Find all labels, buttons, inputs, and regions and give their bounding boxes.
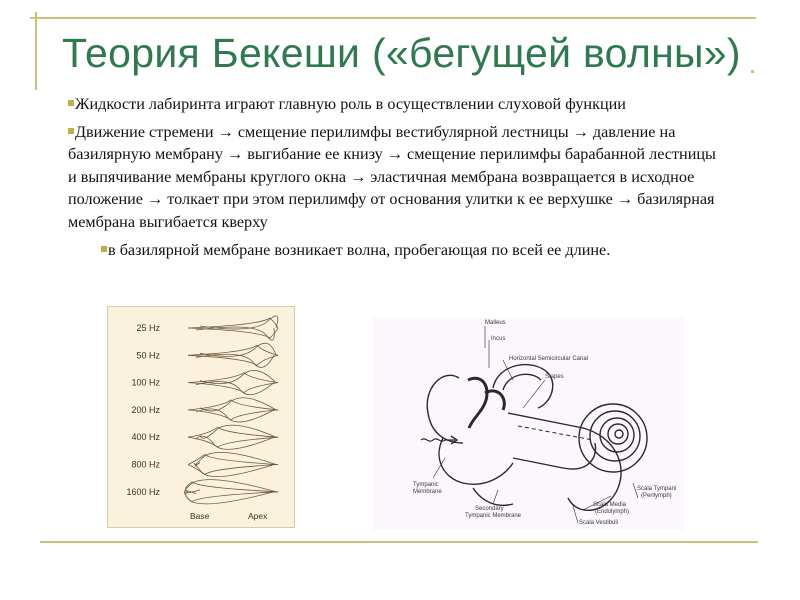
scala-media-label-1: Scala Media [593, 502, 627, 508]
apex-label: Apex [248, 511, 268, 521]
wave-envelope [188, 437, 278, 447]
bullet-list [68, 93, 718, 266]
secondary-membrane-label-2: Tympanic Membrane [465, 513, 522, 519]
wave-envelope [188, 455, 278, 465]
frequency-label: 50 Hz [136, 350, 160, 361]
frequency-label: 200 Hz [131, 404, 160, 415]
traveling-wave-figure [107, 306, 295, 528]
incus-label: Incus [491, 336, 506, 342]
wave-envelope [196, 382, 274, 395]
bullet-text: Жидкости лабиринта играют главную роль в осуществлении слуховой функции [75, 95, 626, 113]
bullet-text: в базилярной мембране возникает волна, пробегающая по всей ее длине. [108, 240, 611, 259]
ear-anatomy-diagram [373, 318, 684, 530]
wave-envelope [186, 492, 278, 502]
base-label: Base [190, 511, 210, 521]
tympanic-membrane-label-2: Membrane [413, 489, 442, 495]
wave-envelope [200, 343, 276, 356]
frame-left-line [35, 12, 37, 90]
scala-media-label-2: (Endolymph) [595, 509, 630, 515]
scala-tympani-label-1: Scala Tympani [637, 486, 677, 492]
frequency-label: 1600 Hz [126, 486, 160, 497]
frequency-label: 400 Hz [131, 432, 160, 443]
stapes-label: Stapes [545, 374, 564, 380]
tympanic-membrane-label-1: Tympanic [413, 482, 439, 488]
bullet-item [101, 239, 718, 262]
malleus-label: Malleus [485, 320, 506, 326]
scala-tympani-label-2: (Perilymph) [641, 493, 672, 499]
bullet-marker [101, 246, 107, 252]
slide-title: Теория Бекеши («бегущей волны») [62, 30, 741, 76]
secondary-membrane-label-1: Secondary [475, 506, 504, 512]
frequency-label: 100 Hz [131, 377, 160, 388]
frame-bottom-line [40, 541, 758, 543]
frequency-label: 800 Hz [131, 459, 160, 470]
bullet-item [68, 93, 718, 116]
bullet-text: Движение стремени → смещение перилимфы вестибулярной лестницы → давление на базилярную мембрану → выгибание ее книзу → смещение перилимфы барабанной лестницы и выпячивание мембраны круглого окна → эластичная мембрана возвращается в исходное положение → толкает при этом перилимфу от основания улитки к ее верхушке → базилярная мембрана выгибается кверху [68, 122, 716, 231]
ear-anatomy-figure [373, 318, 684, 530]
frame-top-line [30, 17, 756, 19]
bullet-item [68, 121, 718, 234]
wave-envelope [188, 465, 278, 475]
canal-label: Horizontal Semicircular Canal [509, 356, 589, 362]
bullet-marker [68, 128, 74, 134]
frame-corner-dot [751, 70, 754, 73]
bullet-marker [68, 100, 74, 106]
scala-vestibuli-label: Scala Vestibuli [579, 520, 619, 526]
traveling-wave-diagram [108, 307, 294, 527]
frequency-label: 25 Hz [136, 323, 160, 333]
